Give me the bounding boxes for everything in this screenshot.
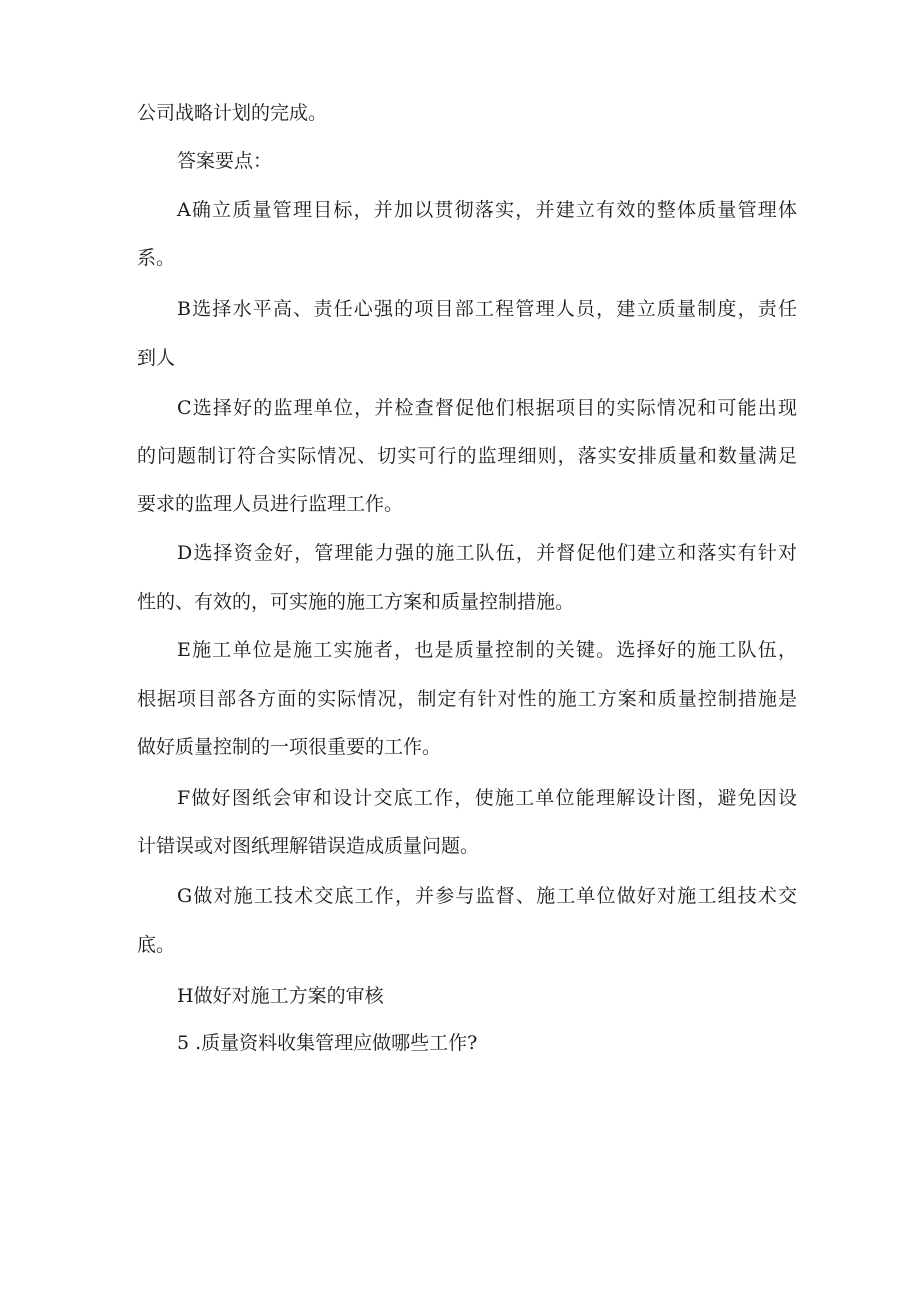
paragraph-g-line: 底。 (137, 934, 176, 956)
answer-heading: 答案要点： (177, 150, 273, 172)
paragraph-d-line: D选择资金好，管理能力强的施工队伍，并督促他们建立和落实有针对 (177, 542, 797, 564)
paragraph-g-line: G做对施工技术交底工作，并参与监督、施工单位做好对施工组技术交 (177, 885, 797, 907)
paragraph-f-line: F做好图纸会审和设计交底工作，使施工单位能理解设计图，避免因设 (177, 787, 797, 809)
paragraph-e-line: 根据项目部各方面的实际情况，制定有针对性的施工方案和质量控制措施是 (137, 688, 797, 710)
question-heading: 5 .质量资料收集管理应做哪些工作? (177, 1032, 478, 1054)
paragraph-a-line: 系。 (137, 247, 176, 269)
paragraph-f-line: 计错误或对图纸理解错误造成质量问题。 (137, 835, 480, 857)
paragraph-a-line: A确立质量管理目标，并加以贯彻落实，并建立有效的整体质量管理体 (177, 199, 797, 221)
paragraph-d-line: 性的、有效的，可实施的施工方案和质量控制措施。 (137, 591, 575, 613)
paragraph-e-line: 做好质量控制的一项很重要的工作。 (137, 736, 442, 758)
paragraph-e-line: E施工单位是施工实施者，也是质量控制的关键。选择好的施工队伍， (177, 639, 797, 661)
paragraph-c-line: C选择好的监理单位，并检查督促他们根据项目的实际情况和可能出现 (177, 397, 797, 419)
paragraph-c-line: 要求的监理人员进行监理工作。 (137, 493, 404, 515)
paragraph-b-line: B选择水平高、责任心强的项目部工程管理人员，建立质量制度，责任 (177, 298, 797, 320)
paragraph-c-line: 的问题制订符合实际情况、切实可行的监理细则，落实安排质量和数量满足 (137, 445, 797, 467)
paragraph-b-line: 到人 (137, 347, 176, 369)
paragraph-h-line: H做好对施工方案的审核 (177, 985, 384, 1007)
text-line: 公司战略计划的完成。 (137, 102, 328, 124)
